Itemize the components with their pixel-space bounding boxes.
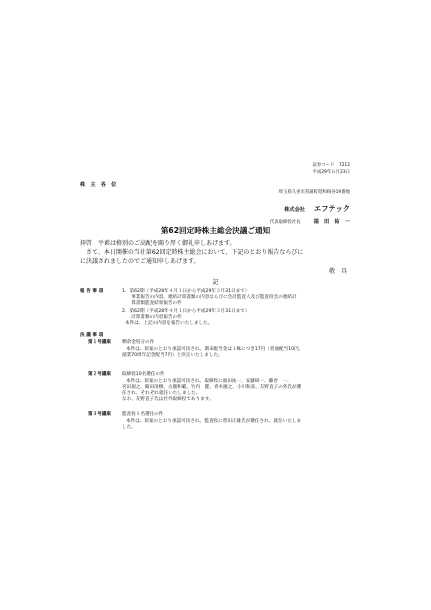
- agenda-label: 第３号議案: [88, 412, 111, 417]
- issue-date: 平成29年６月23日: [312, 170, 350, 175]
- agenda-line: 本件は、原案のとおり承認可決され、監査役に豊田正雄氏が選任され、就任いたしま: [126, 419, 302, 424]
- agenda-label: 第２号議案: [88, 372, 111, 377]
- agenda-line: した。: [122, 425, 136, 430]
- report-label: 報 告 事 項: [80, 289, 104, 294]
- company-prefix: 株式会社: [284, 207, 305, 213]
- document-title: 第62回定時株主総会決議ご通知: [160, 226, 271, 235]
- agenda-line: 本件は、原案のとおり承認可決され、取締役に福田祐一、安藤研一、藤巻 一、: [126, 379, 292, 384]
- resolution-label: 決 議 事 項: [80, 333, 104, 338]
- representative-name: 福 田 祐 一: [313, 219, 350, 225]
- closing: 敬 具: [328, 268, 347, 275]
- agenda-line: 創業70周年記念配当7円）と決定いたしました。: [122, 353, 223, 358]
- report-line: 計算書類の内容報告の件: [122, 315, 182, 320]
- addressee: 株 主 各 位: [80, 182, 117, 188]
- agenda-label: 第１号議案: [88, 340, 111, 345]
- agenda-line: 本件は、原案のとおり承認可決され、期末配当金は１株につき17円（普通配当10円、: [126, 347, 304, 352]
- ki-heading: 記: [212, 279, 219, 286]
- report-line: 1．第62期（平成28年４月１日から平成29年３月31日まで）: [122, 289, 250, 294]
- representative-block: [270, 208, 350, 227]
- report-line: 2．第62期（平成28年４月１日から平成29年３月31日まで）: [122, 309, 250, 314]
- intro-line-2: に決議されましたのでご通知申しあげます。: [80, 258, 200, 265]
- agenda-line: 任され、それぞれ就任いたしました。: [122, 391, 201, 396]
- intro-line-1: さて、本日開催の当社第62回定時株主総会において、下記のとおり報告ならびに: [80, 249, 304, 256]
- agenda-title: 剰余金処分の件: [122, 340, 155, 345]
- company-name: エフテック: [314, 204, 350, 213]
- agenda-line: 宮田規之、飯田清樹、古儀和範、竹内 健、青木慶之、小川和彦、友野直子の各氏が選: [122, 385, 302, 390]
- agenda-line: なお、友野直子氏は社外取締役であります。: [122, 397, 214, 402]
- report-line: 本件は、上記の内容を報告いたしました。: [125, 321, 213, 326]
- greeting: 拝啓 平素は格別のご高配を賜り厚く御礼申しあげます。: [80, 240, 236, 247]
- securities-code: 証券コード 7212: [312, 163, 350, 168]
- representative-title: 代表取締役社長: [269, 220, 301, 225]
- report-line: 算書類監査結果報告の件: [122, 301, 182, 306]
- company-address: 埼玉県久喜市菖蒲町昭和桜谷19番地: [278, 190, 350, 195]
- agenda-title: 監査役１名選任の件: [122, 412, 164, 417]
- agenda-title: 取締役10名選任の件: [122, 372, 165, 377]
- report-line: 事業報告の内容、連結計算書類の内容ならびに会計監査人及び監査役会の連結計: [122, 295, 297, 300]
